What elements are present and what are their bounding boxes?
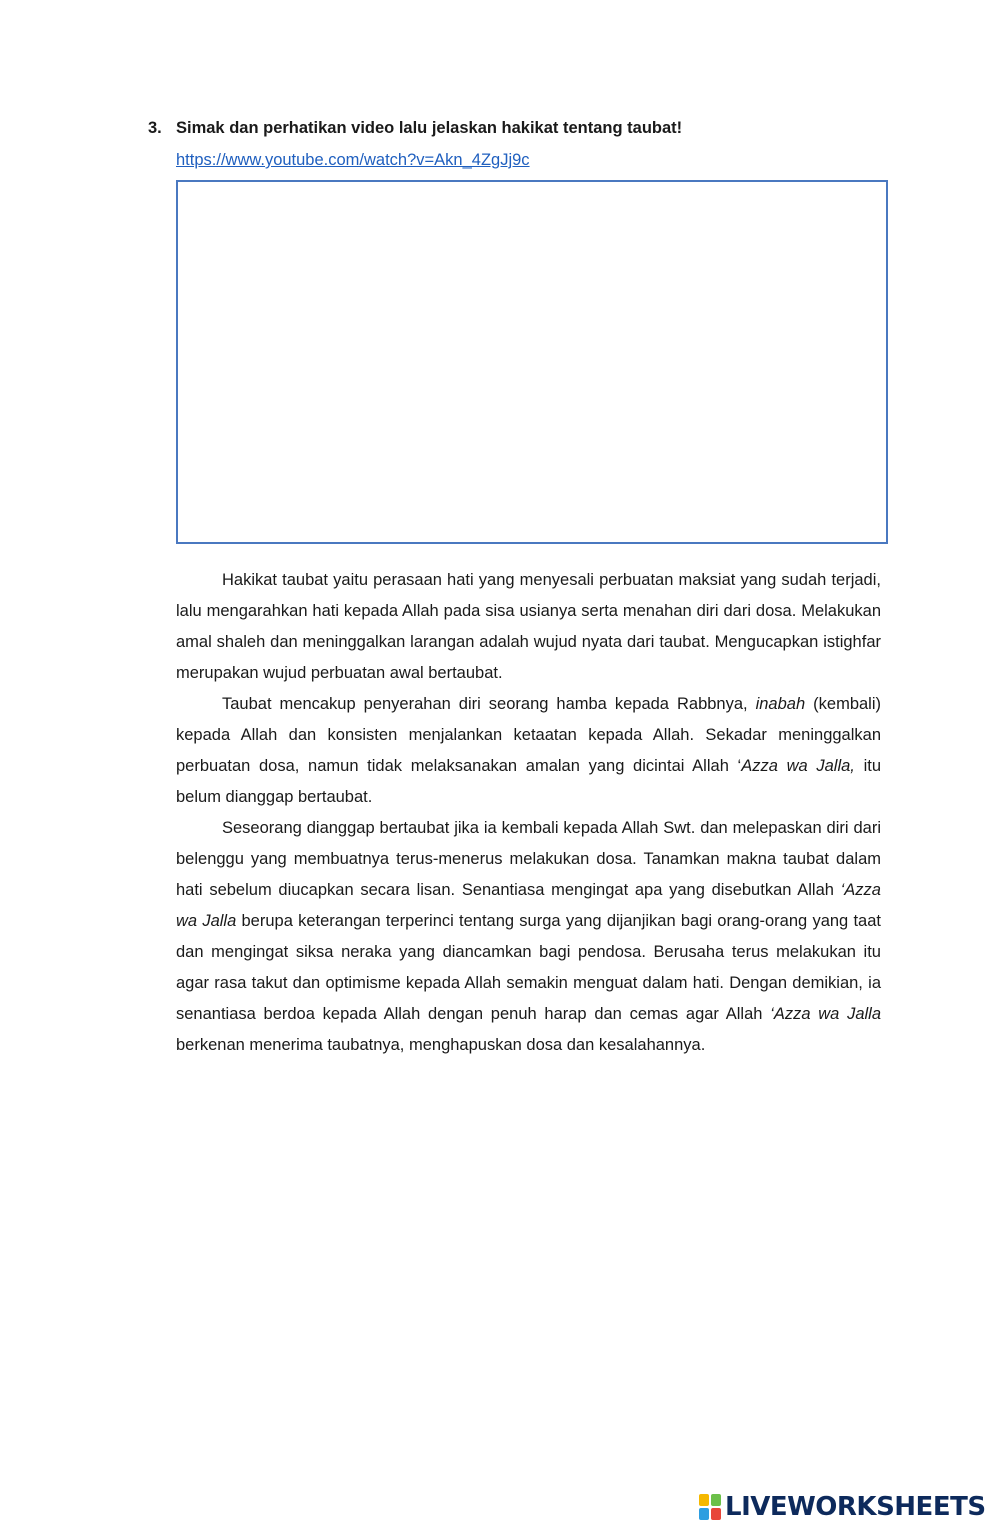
logo-tile [711, 1508, 721, 1520]
paragraph-text: Seseorang dianggap bertaubat jika ia kembali kepada Allah Swt. dan melepaskan diri dari belenggu yang membuatnya terus-menerus melakukan dosa. Tanamkan makna taubat dalam hati sebelum diucapkan secara lisan. Senantiasa mengingat apa yang disebutkan Allah [176, 819, 881, 899]
question-number: 3. [148, 119, 162, 137]
logo-tile [699, 1508, 709, 1520]
liveworksheets-logo-icon [698, 1493, 722, 1521]
logo-tile [711, 1494, 721, 1506]
italic-term: inabah [755, 695, 806, 713]
question-heading [148, 116, 682, 140]
paragraph-text: berkenan menerima taubatnya, menghapuskan dosa dan kesalahannya. [176, 1036, 706, 1054]
answer-text-box[interactable] [176, 180, 888, 544]
paragraph [176, 689, 881, 813]
paragraph-text: Hakikat taubat yaitu perasaan hati yang menyesali perbuatan maksiat yang sudah terjadi, lalu mengarahkan hati kepada Allah pada sisa usianya serta menahan diri dari dosa. Melakukan amal shaleh dan meninggalkan larangan adalah wujud nyata dari taubat. Mengucapkan istighfar merupakan wujud perbuatan awal bertaubat. [176, 571, 881, 682]
brand-name: LIVEWORKSHEETS [725, 1492, 986, 1522]
liveworksheets-brand [698, 1490, 986, 1524]
question-text: Simak dan perhatikan video lalu jelaskan hakikat tentang taubat! [176, 119, 683, 137]
paragraph [176, 565, 881, 689]
italic-term: Azza wa Jalla, [741, 757, 855, 775]
paragraph-text: (kembali) kepada Allah dan konsisten menjalankan ketaatan kepada Allah. Sekadar meninggalkan perbuatan dosa, namun tidak melaksanakan amalan yang dicintai Allah ‘ [176, 695, 881, 775]
answer-body [176, 565, 881, 1061]
paragraph-text: itu belum dianggap bertaubat. [176, 757, 881, 806]
paragraph-text: berupa keterangan terperinci tentang surga yang dijanjikan bagi orang-orang yang taat dan mengingat siksa neraka yang diancamkan bagi pendosa. Berusaha terus melakukan itu agar rasa takut dan optimisme kepada Allah semakin menguat dalam hati. Dengan demikian, ia senantiasa berdoa kepada Allah dengan penuh harap dan cemas agar Allah [176, 912, 881, 1023]
italic-term: ‘Azza wa Jalla [176, 881, 881, 930]
video-link[interactable]: https://www.youtube.com/watch?v=Akn_4ZgJj9c [176, 151, 530, 169]
italic-term: ‘Azza wa Jalla [770, 1005, 881, 1023]
paragraph [176, 813, 881, 1061]
logo-tile [699, 1494, 709, 1506]
paragraph-text: Taubat mencakup penyerahan diri seorang hamba kepada Rabbnya, [222, 695, 756, 713]
